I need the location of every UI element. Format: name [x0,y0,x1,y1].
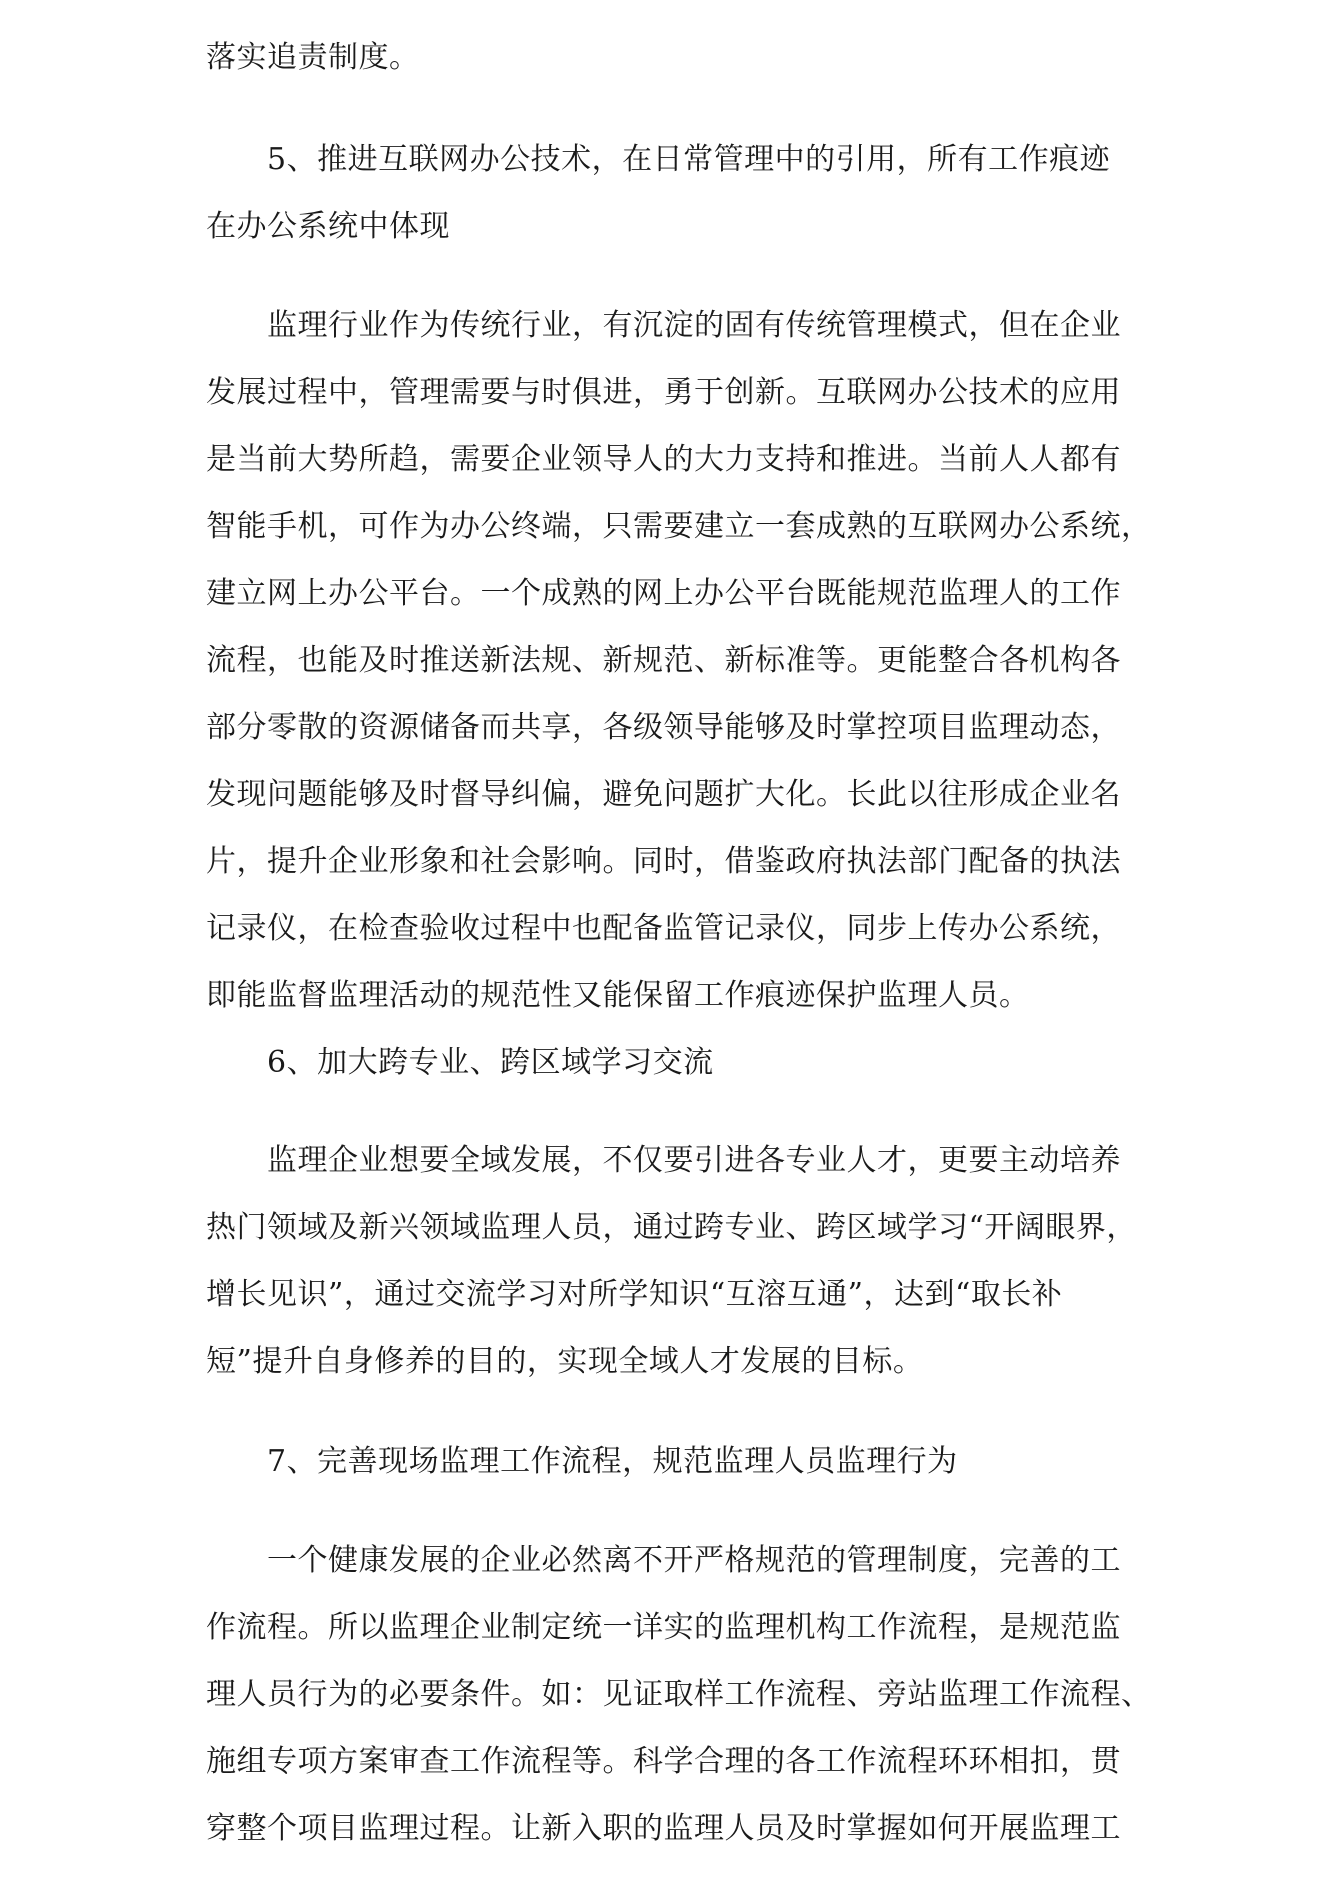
body-text-line: 发现问题能够及时督导纠偏，避免问题扩大化。长此以往形成企业名 [206,777,1121,812]
body-text-line: 建立网上办公平台。一个成熟的网上办公平台既能规范监理人的工作 [206,576,1121,611]
body-text-line: 短”提升自身修养的目的，实现全域人才发展的目标。 [206,1344,924,1379]
body-text-line: 智能手机，可作为办公终端，只需要建立一套成熟的互联网办公系统， [206,509,1152,544]
body-text-line: 片，提升企业形象和社会影响。同时，借鉴政府执法部门配备的执法 [206,844,1121,879]
body-text-line: 记录仪，在检查验收过程中也配备监管记录仪，同步上传办公系统， [206,911,1121,946]
section-heading-5: 5、推进互联网办公技术，在日常管理中的引用，所有工作痕迹 [267,142,1111,177]
body-text-line: 发展过程中，管理需要与时俱进，勇于创新。互联网办公技术的应用 [206,375,1121,410]
body-text-line: 即能监督监理活动的规范性又能保留工作痕迹保护监理人员。 [206,978,1030,1013]
section-heading-5-continued: 在办公系统中体现 [206,209,450,244]
body-text-line: 部分零散的资源储备而共享，各级领导能够及时掌控项目监理动态， [206,710,1121,745]
body-text-line: 增长见识”，通过交流学习对所学知识“互溶互通”，达到“取长补 [206,1277,1063,1312]
body-text-line: 作流程。所以监理企业制定统一详实的监理机构工作流程，是规范监 [206,1610,1121,1645]
section-heading-6: 6、加大跨专业、跨区域学习交流 [267,1045,714,1080]
body-text-line: 热门领域及新兴领域监理人员，通过跨专业、跨区域学习“开阔眼界， [206,1210,1137,1245]
body-text-line: 是当前大势所趋，需要企业领导人的大力支持和推进。当前人人都有 [206,442,1121,477]
body-text-line: 一个健康发展的企业必然离不开严格规范的管理制度，完善的工 [267,1543,1121,1578]
section-heading-7: 7、完善现场监理工作流程，规范监理人员监理行为 [267,1444,958,1479]
body-text-line: 监理行业作为传统行业，有沉淀的固有传统管理模式，但在企业 [267,308,1121,343]
body-text-line: 穿整个项目监理过程。让新入职的监理人员及时掌握如何开展监理工 [206,1811,1121,1846]
body-text-line: 施组专项方案审查工作流程等。科学合理的各工作流程环环相扣，贯 [206,1744,1121,1779]
body-text-line: 理人员行为的必要条件。如：见证取样工作流程、旁站监理工作流程、 [206,1677,1152,1712]
body-text-line: 流程，也能及时推送新法规、新规范、新标准等。更能整合各机构各 [206,643,1121,678]
body-text-line: 落实追责制度。 [206,40,420,75]
body-text-line: 监理企业想要全域发展，不仅要引进各专业人才，更要主动培养 [267,1143,1121,1178]
